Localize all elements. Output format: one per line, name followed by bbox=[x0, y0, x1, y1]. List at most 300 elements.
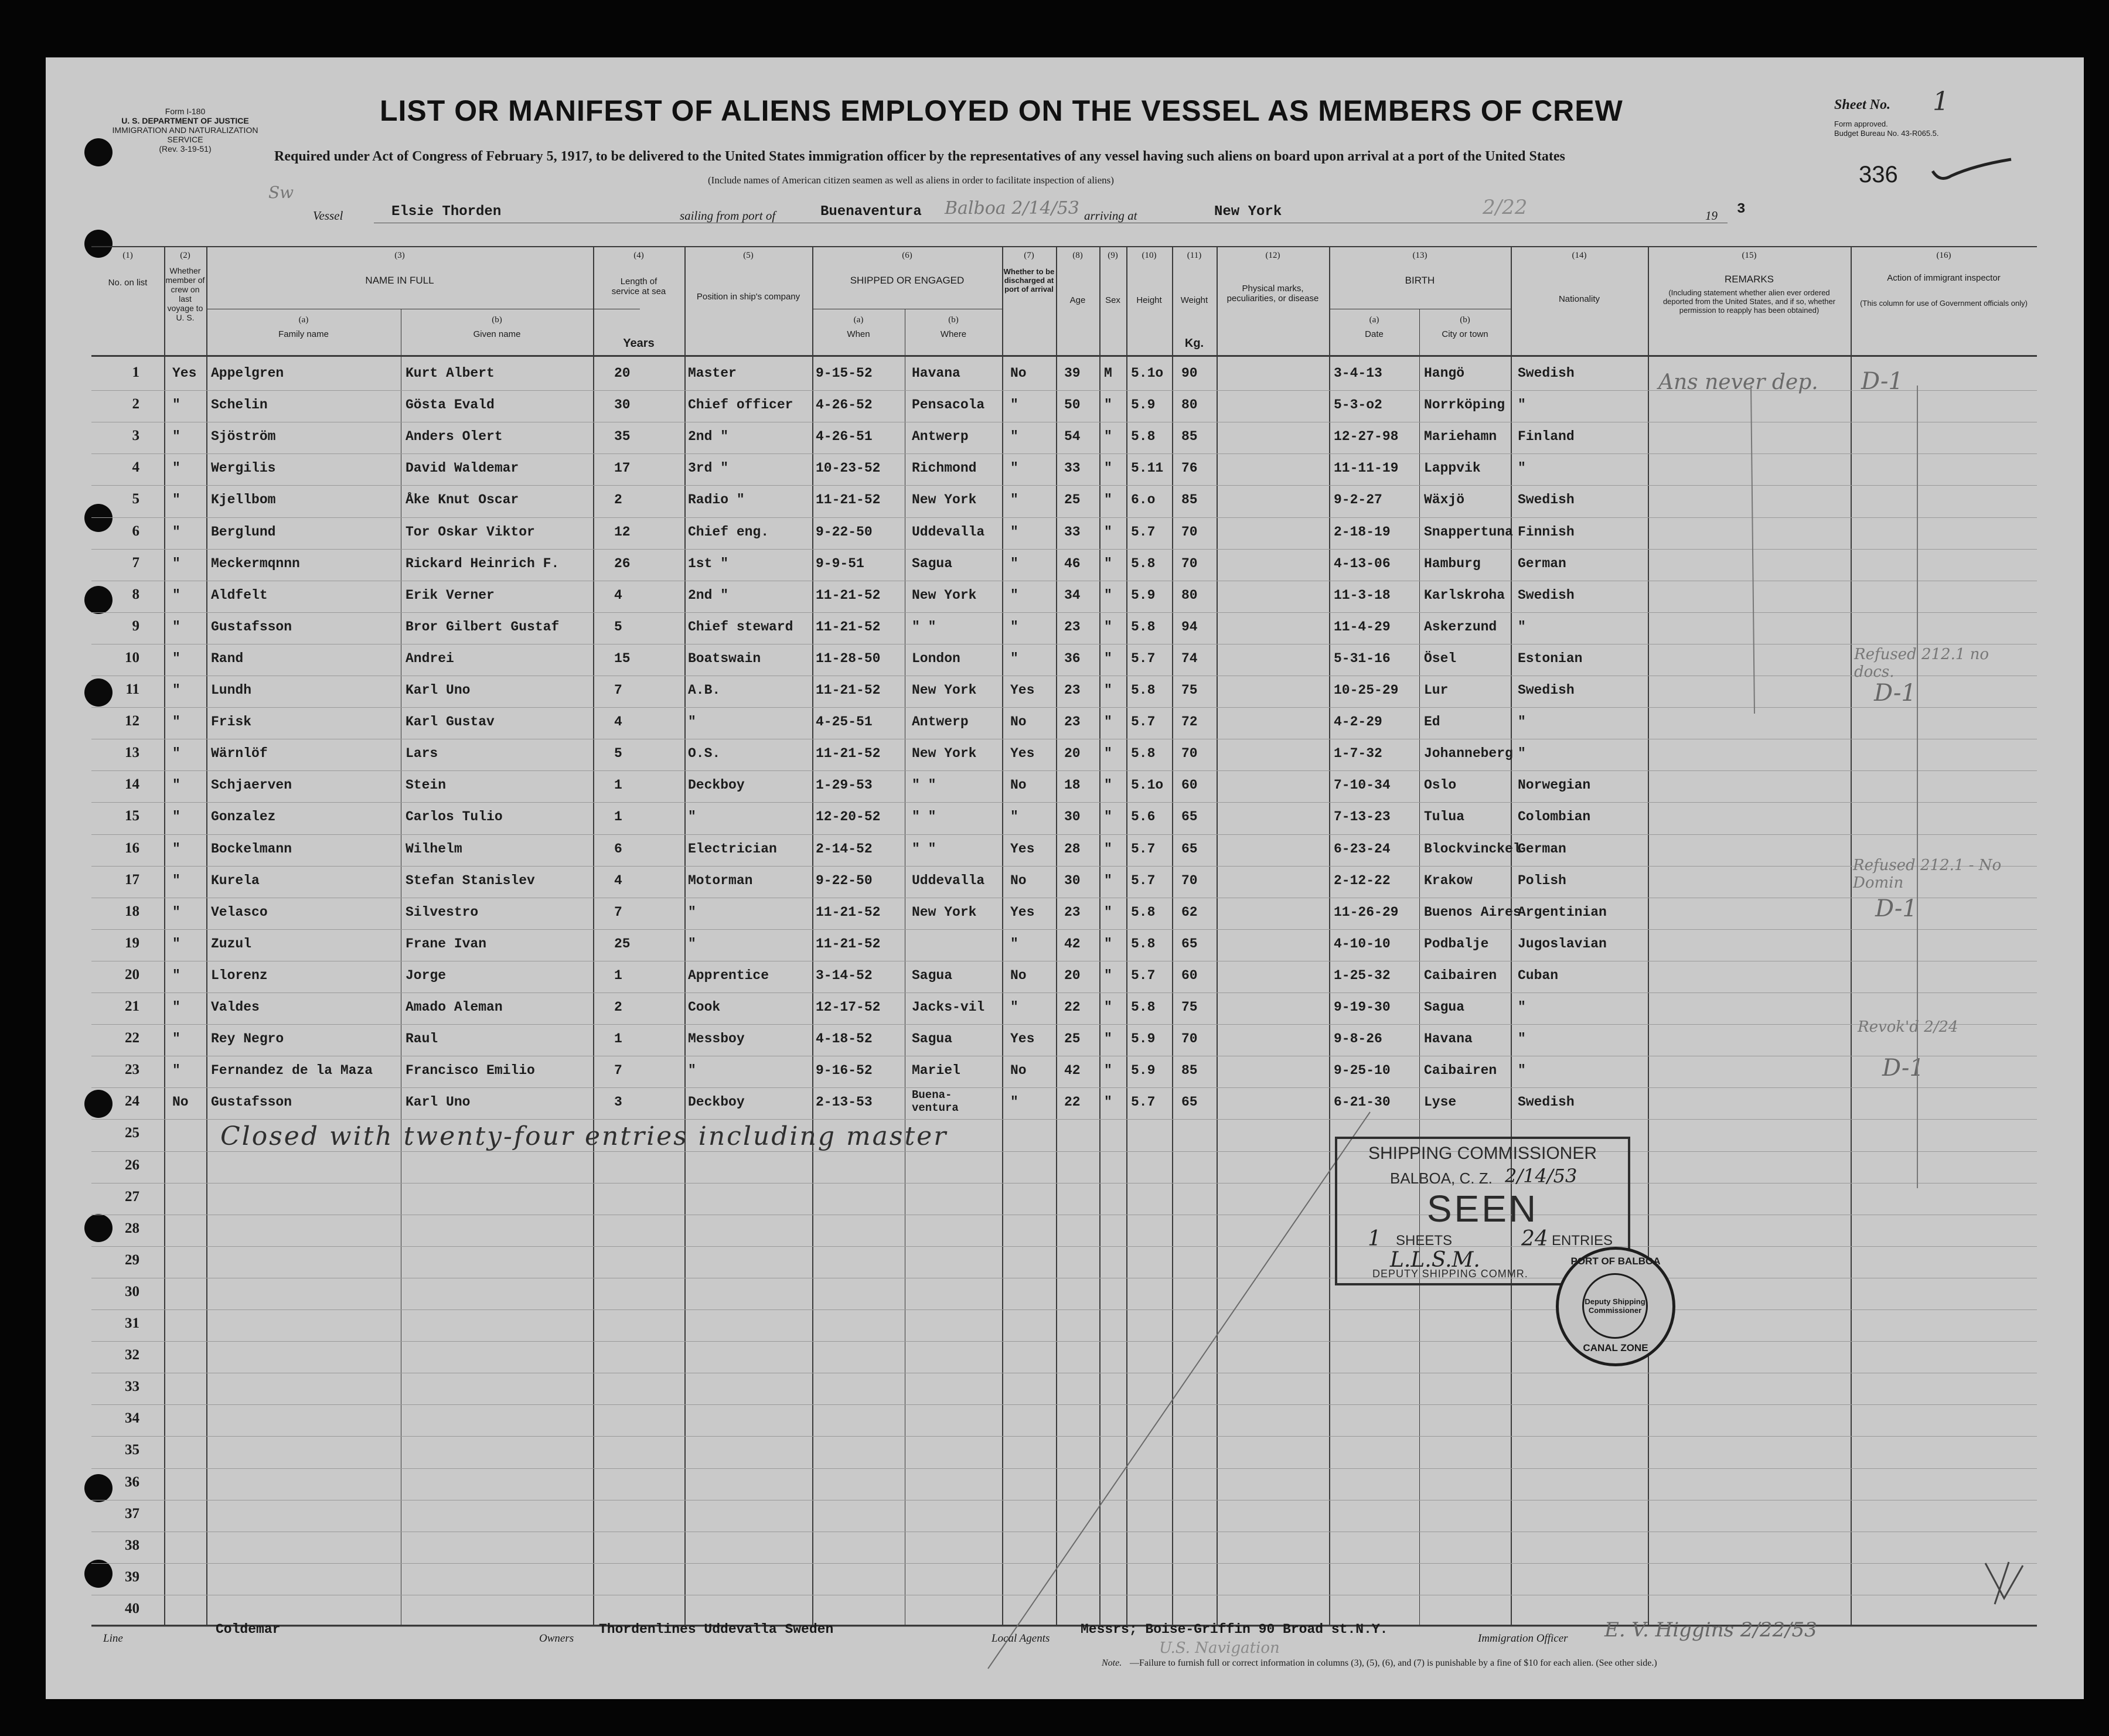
row-number: 34 bbox=[125, 1410, 139, 1427]
row-number: 35 bbox=[125, 1442, 139, 1458]
sheet-number-label: Sheet No. bbox=[1834, 97, 1890, 112]
where-cell: Uddevalla bbox=[912, 872, 985, 888]
where-cell: Havana bbox=[912, 366, 960, 381]
years-cell: 26 bbox=[614, 555, 631, 571]
discharge-cell: " bbox=[1010, 524, 1018, 540]
years-cell: 15 bbox=[614, 650, 631, 666]
discharge-cell: " bbox=[1010, 809, 1018, 825]
family-name-cell: Rand bbox=[211, 650, 244, 666]
given-name-cell: Karl Gustav bbox=[406, 714, 495, 730]
row-number: 9 bbox=[132, 618, 139, 634]
years-cell: 6 bbox=[614, 841, 622, 857]
family-name-cell: Kjellbom bbox=[211, 492, 276, 508]
where-cell: Antwerp bbox=[912, 429, 969, 445]
arriving-label: arriving at bbox=[1084, 209, 1137, 223]
nationality-cell: " bbox=[1518, 461, 1526, 476]
years-cell: 25 bbox=[614, 936, 631, 951]
birth-city-cell: Caibairen bbox=[1424, 967, 1497, 983]
given-name-cell: Tor Oskar Viktor bbox=[406, 524, 535, 540]
when-cell: 11-21-52 bbox=[816, 587, 881, 603]
row-number: 20 bbox=[125, 966, 139, 983]
height-cell: 5.11 bbox=[1131, 461, 1164, 476]
row-number: 28 bbox=[125, 1220, 139, 1236]
weight-cell: 70 bbox=[1181, 746, 1198, 762]
sex-cell: " bbox=[1104, 429, 1112, 445]
service: IMMIGRATION AND NATURALIZATION SERVICE bbox=[112, 125, 258, 144]
col7-number: (7) bbox=[1024, 251, 1034, 260]
prev-cell: No bbox=[172, 1094, 189, 1110]
when-cell: 9-15-52 bbox=[816, 366, 873, 381]
years-cell: 1 bbox=[614, 809, 622, 825]
row-number: 25 bbox=[125, 1125, 139, 1141]
discharge-cell: No bbox=[1010, 366, 1027, 381]
punch-hole bbox=[84, 1214, 113, 1242]
seal-top-text: PORT OF BALBOA bbox=[1570, 1256, 1661, 1267]
position-cell: " bbox=[688, 1063, 696, 1079]
when-cell: 2-14-52 bbox=[816, 841, 873, 857]
height-cell: 5.7 bbox=[1131, 650, 1156, 666]
sex-cell: M bbox=[1104, 366, 1112, 381]
prev-cell: " bbox=[172, 936, 180, 951]
col3b-number: (b) bbox=[492, 315, 502, 325]
sex-cell: " bbox=[1104, 1094, 1112, 1110]
nationality-cell: Colombian bbox=[1518, 809, 1591, 825]
when-cell: 3-14-52 bbox=[816, 967, 873, 983]
discharge-cell: " bbox=[1010, 936, 1018, 951]
where-cell: Pensacola bbox=[912, 397, 985, 413]
height-cell: 5.8 bbox=[1131, 555, 1156, 571]
height-cell: 5.7 bbox=[1131, 1094, 1156, 1110]
where-cell: " " bbox=[912, 777, 936, 793]
birth-date-cell: 9-25-10 bbox=[1334, 1063, 1391, 1079]
col6b-number: (b) bbox=[948, 315, 959, 325]
col6-label: SHIPPED OR ENGAGED bbox=[850, 275, 965, 286]
col6b-label: Where bbox=[940, 329, 967, 339]
weight-cell: 75 bbox=[1181, 683, 1198, 698]
row-number: 15 bbox=[125, 808, 139, 824]
family-name-cell: Zuzul bbox=[211, 936, 252, 951]
vessel-label: Vessel bbox=[313, 209, 343, 223]
when-cell: 11-21-52 bbox=[816, 746, 881, 762]
birth-city-cell: Mariehamn bbox=[1424, 429, 1497, 445]
nationality-cell: Argentinian bbox=[1518, 904, 1607, 920]
punch-hole bbox=[84, 678, 113, 707]
prev-cell: " bbox=[172, 904, 180, 920]
form-number: Form I-180 bbox=[165, 107, 206, 116]
birth-date-cell: 11-4-29 bbox=[1334, 619, 1391, 635]
row-number: 30 bbox=[125, 1283, 139, 1300]
check-scribble-icon bbox=[1974, 1557, 2044, 1610]
family-name-cell: Wärnlöf bbox=[211, 746, 268, 762]
height-cell: 5.7 bbox=[1131, 524, 1156, 540]
weight-cell: 90 bbox=[1181, 366, 1198, 381]
weight-cell: 76 bbox=[1181, 461, 1198, 476]
year-suffix: 3 bbox=[1737, 202, 1746, 217]
given-name-cell: Carlos Tulio bbox=[406, 809, 503, 825]
position-cell: Electrician bbox=[688, 841, 777, 857]
height-cell: 5.9 bbox=[1131, 397, 1156, 413]
stamp-entries-label: ENTRIES bbox=[1552, 1233, 1613, 1249]
sex-cell: " bbox=[1104, 872, 1112, 888]
row-number: 27 bbox=[125, 1188, 139, 1205]
years-cell: 7 bbox=[614, 683, 622, 698]
col13a-label: Date bbox=[1365, 329, 1384, 339]
punch-hole bbox=[84, 586, 113, 614]
form-id bbox=[97, 107, 273, 154]
height-cell: 5.1o bbox=[1131, 366, 1164, 381]
col5-number: (5) bbox=[743, 251, 754, 260]
table-row bbox=[91, 834, 2037, 835]
stamp-location: BALBOA, C. Z. bbox=[1390, 1169, 1493, 1187]
when-cell: 11-21-52 bbox=[816, 683, 881, 698]
prev-cell: " bbox=[172, 461, 180, 476]
family-name-cell: Berglund bbox=[211, 524, 276, 540]
position-cell: O.S. bbox=[688, 746, 721, 762]
age-cell: 33 bbox=[1064, 461, 1081, 476]
sex-cell: " bbox=[1104, 904, 1112, 920]
row-number: 6 bbox=[132, 523, 139, 539]
birth-city-cell: Caibairen bbox=[1424, 1063, 1497, 1079]
birth-date-cell: 6-23-24 bbox=[1334, 841, 1391, 857]
discharge-cell: " bbox=[1010, 492, 1018, 508]
family-name-cell: Bockelmann bbox=[211, 841, 292, 857]
footer-note-label: Note. bbox=[1102, 1658, 1122, 1668]
action-row11: D-1 bbox=[1874, 680, 1916, 707]
given-name-cell: Rickard Heinrich F. bbox=[406, 555, 560, 571]
birth-date-cell: 7-13-23 bbox=[1334, 809, 1391, 825]
col8-label: Age bbox=[1069, 295, 1086, 305]
given-name-cell: Erik Verner bbox=[406, 587, 495, 603]
weight-cell: 75 bbox=[1181, 1000, 1198, 1015]
when-cell: 4-26-52 bbox=[816, 397, 873, 413]
nationality-cell: Norwegian bbox=[1518, 777, 1591, 793]
sex-cell: " bbox=[1104, 650, 1112, 666]
footer-officer-label: Immigration Officer bbox=[1478, 1632, 1568, 1645]
col3a-label: Family name bbox=[278, 329, 329, 339]
table-row bbox=[91, 1024, 2037, 1025]
prev-cell: Yes bbox=[172, 366, 197, 381]
col14-label: Nationality bbox=[1558, 294, 1600, 304]
weight-cell: 80 bbox=[1181, 587, 1198, 603]
when-cell: 9-22-50 bbox=[816, 524, 873, 540]
position-cell: Cook bbox=[688, 1000, 721, 1015]
age-cell: 36 bbox=[1064, 650, 1081, 666]
discharge-cell: No bbox=[1010, 967, 1027, 983]
col6-number: (6) bbox=[902, 251, 912, 260]
position-cell: 3rd " bbox=[688, 461, 729, 476]
discharge-cell: Yes bbox=[1010, 841, 1035, 857]
birth-date-cell: 11-11-19 bbox=[1334, 461, 1399, 476]
height-cell: 5.9 bbox=[1131, 1063, 1156, 1079]
family-name-cell: Gustafsson bbox=[211, 619, 292, 635]
stamp-signature: L.L.S.M. bbox=[1390, 1248, 1480, 1272]
sex-cell: " bbox=[1104, 1000, 1112, 1015]
birth-city-cell: Lappvik bbox=[1424, 461, 1481, 476]
footer-officer-signature: E. V. Higgins 2/22/53 bbox=[1604, 1618, 1817, 1642]
weight-cell: 85 bbox=[1181, 492, 1198, 508]
discharge-cell: " bbox=[1010, 429, 1018, 445]
col5-label: Position in ship's company bbox=[696, 292, 800, 302]
birth-city-cell: Ösel bbox=[1424, 650, 1457, 666]
birth-date-cell: 2-12-22 bbox=[1334, 872, 1391, 888]
margin-note: Sw bbox=[268, 183, 294, 202]
prev-cell: " bbox=[172, 555, 180, 571]
age-cell: 28 bbox=[1064, 841, 1081, 857]
sailing-annotation: Balboa 2/14/53 bbox=[945, 198, 1079, 219]
where-cell: Sagua bbox=[912, 555, 953, 571]
height-cell: 5.8 bbox=[1131, 429, 1156, 445]
footer-agents-label: Local Agents bbox=[992, 1632, 1050, 1645]
years-cell: 4 bbox=[614, 714, 622, 730]
col2-number: (2) bbox=[180, 251, 190, 260]
birth-city-cell: Wäxjö bbox=[1424, 492, 1465, 508]
row-number: 4 bbox=[132, 459, 139, 476]
where-cell: Sagua bbox=[912, 967, 953, 983]
footer-agents-hand: U.S. Navigation bbox=[1159, 1639, 1280, 1657]
given-name-cell: Wilhelm bbox=[406, 841, 462, 857]
sex-cell: " bbox=[1104, 461, 1112, 476]
sex-cell: " bbox=[1104, 619, 1112, 635]
discharge-cell: No bbox=[1010, 1063, 1027, 1079]
prev-cell: " bbox=[172, 1063, 180, 1079]
years-cell: 5 bbox=[614, 746, 622, 762]
height-cell: 6.o bbox=[1131, 492, 1156, 508]
when-cell: 11-21-52 bbox=[816, 936, 881, 951]
nationality-cell: " bbox=[1518, 1063, 1526, 1079]
nationality-cell: Cuban bbox=[1518, 967, 1559, 983]
weight-cell: 70 bbox=[1181, 555, 1198, 571]
col3a-number: (a) bbox=[298, 315, 309, 325]
position-cell: 2nd " bbox=[688, 429, 729, 445]
discharge-cell: " bbox=[1010, 1000, 1018, 1015]
sex-cell: " bbox=[1104, 936, 1112, 951]
form-approval bbox=[1834, 120, 1939, 138]
table-row bbox=[91, 866, 2037, 867]
birth-city-cell: Askerzund bbox=[1424, 619, 1497, 635]
age-cell: 30 bbox=[1064, 809, 1081, 825]
age-cell: 18 bbox=[1064, 777, 1081, 793]
sex-cell: " bbox=[1104, 714, 1112, 730]
table-row bbox=[91, 1087, 2037, 1088]
sex-cell: " bbox=[1104, 555, 1112, 571]
discharge-cell: " bbox=[1010, 1094, 1018, 1110]
age-cell: 42 bbox=[1064, 1063, 1081, 1079]
stamp-sheets-label: SHEETS bbox=[1396, 1233, 1453, 1249]
weight-cell: 60 bbox=[1181, 777, 1198, 793]
prev-cell: " bbox=[172, 650, 180, 666]
family-name-cell: Valdes bbox=[211, 1000, 260, 1015]
row-number: 12 bbox=[125, 713, 139, 729]
years-cell: 7 bbox=[614, 904, 622, 920]
given-name-cell: Bror Gilbert Gustaf bbox=[406, 619, 560, 635]
discharge-cell: " bbox=[1010, 650, 1018, 666]
weight-cell: 70 bbox=[1181, 524, 1198, 540]
position-cell: Deckboy bbox=[688, 1094, 745, 1110]
position-cell: " bbox=[688, 809, 696, 825]
weight-cell: 80 bbox=[1181, 397, 1198, 413]
prev-cell: " bbox=[172, 524, 180, 540]
family-name-cell: Kurela bbox=[211, 872, 260, 888]
sheet-number: 1 bbox=[1933, 87, 1949, 117]
position-cell: " bbox=[688, 714, 696, 730]
sex-cell: " bbox=[1104, 777, 1112, 793]
birth-date-cell: 4-10-10 bbox=[1334, 936, 1391, 951]
when-cell: 2-13-53 bbox=[816, 1094, 873, 1110]
position-cell: " bbox=[688, 904, 696, 920]
row-number: 2 bbox=[132, 396, 139, 412]
family-name-cell: Gustafsson bbox=[211, 1094, 292, 1110]
remark-line-icon bbox=[1745, 386, 1763, 714]
position-cell: Apprentice bbox=[688, 967, 769, 983]
col2-label: Whether member of crew on last voyage to U. S. bbox=[165, 266, 205, 322]
discharge-cell: " bbox=[1010, 619, 1018, 635]
seal-center-text: Deputy Shipping Commissioner bbox=[1585, 1297, 1645, 1315]
birth-city-cell: Johanneberg bbox=[1424, 746, 1513, 762]
col4-label: Length of service at sea bbox=[611, 277, 666, 296]
row-number: 38 bbox=[125, 1537, 139, 1553]
height-cell: 5.8 bbox=[1131, 746, 1156, 762]
stamp-seen: SEEN bbox=[1426, 1188, 1539, 1230]
height-cell: 5.9 bbox=[1131, 1031, 1156, 1047]
years-cell: 2 bbox=[614, 492, 622, 508]
row-number: 8 bbox=[132, 586, 139, 602]
sex-cell: " bbox=[1104, 397, 1112, 413]
check-mark-icon bbox=[1928, 157, 2016, 186]
discharge-cell: Yes bbox=[1010, 746, 1035, 762]
col4-unit: Years bbox=[623, 337, 655, 350]
row-number: 40 bbox=[125, 1600, 139, 1616]
nationality-cell: Swedish bbox=[1518, 366, 1575, 381]
years-cell: 35 bbox=[614, 429, 631, 445]
sailing-label: sailing from port of bbox=[680, 209, 776, 223]
discharge-cell: No bbox=[1010, 714, 1027, 730]
when-cell: 11-21-52 bbox=[816, 619, 881, 635]
row-number: 7 bbox=[132, 554, 139, 571]
prev-cell: " bbox=[172, 397, 180, 413]
row-number: 11 bbox=[125, 681, 139, 697]
sex-cell: " bbox=[1104, 524, 1112, 540]
where-cell: New York bbox=[912, 746, 977, 762]
given-name-cell: Karl Uno bbox=[406, 1094, 471, 1110]
age-cell: 39 bbox=[1064, 366, 1081, 381]
nationality-cell: Swedish bbox=[1518, 492, 1575, 508]
when-cell: 11-28-50 bbox=[816, 650, 881, 666]
height-cell: 5.8 bbox=[1131, 904, 1156, 920]
birth-date-cell: 6-21-30 bbox=[1334, 1094, 1391, 1110]
col6a-label: When bbox=[847, 329, 870, 339]
birth-city-cell: Lur bbox=[1424, 683, 1449, 698]
years-cell: 7 bbox=[614, 1063, 622, 1079]
birth-date-cell: 10-25-29 bbox=[1334, 683, 1399, 698]
birth-date-cell: 9-19-30 bbox=[1334, 1000, 1391, 1015]
birth-city-cell: Norrköping bbox=[1424, 397, 1505, 413]
diagonal-pencil-line-icon bbox=[983, 1106, 1382, 1674]
row-number: 19 bbox=[125, 934, 139, 951]
where-cell: " " bbox=[912, 619, 936, 635]
action-row10: Refused 212.1 no docs. bbox=[1854, 646, 1989, 681]
age-cell: 30 bbox=[1064, 872, 1081, 888]
department: U. S. DEPARTMENT OF JUSTICE bbox=[121, 116, 249, 125]
discharge-cell: No bbox=[1010, 872, 1027, 888]
family-name-cell: Lundh bbox=[211, 683, 252, 698]
family-name-cell: Velasco bbox=[211, 904, 268, 920]
when-cell: 9-16-52 bbox=[816, 1063, 873, 1079]
nationality-cell: Estonian bbox=[1518, 650, 1583, 666]
position-cell: Chief officer bbox=[688, 397, 793, 413]
arriving-at: New York bbox=[1214, 204, 1282, 220]
nationality-cell: " bbox=[1518, 1000, 1526, 1015]
action-line-icon bbox=[1909, 386, 1927, 1188]
family-name-cell: Wergilis bbox=[211, 461, 276, 476]
age-cell: 20 bbox=[1064, 967, 1081, 983]
given-name-cell: Karl Uno bbox=[406, 683, 471, 698]
age-cell: 25 bbox=[1064, 1031, 1081, 1047]
nationality-cell: " bbox=[1518, 714, 1526, 730]
age-cell: 54 bbox=[1064, 429, 1081, 445]
position-cell: Deckboy bbox=[688, 777, 745, 793]
page-number: 336 bbox=[1859, 162, 1898, 187]
weight-cell: 60 bbox=[1181, 967, 1198, 983]
age-cell: 23 bbox=[1064, 683, 1081, 698]
position-cell: Boatswain bbox=[688, 650, 761, 666]
col4-number: (4) bbox=[633, 251, 644, 260]
row-number: 37 bbox=[125, 1505, 139, 1522]
age-cell: 33 bbox=[1064, 524, 1081, 540]
when-cell: 1-29-53 bbox=[816, 777, 873, 793]
row-number: 29 bbox=[125, 1251, 139, 1268]
nationality-cell: " bbox=[1518, 746, 1526, 762]
col3-number: (3) bbox=[394, 251, 405, 260]
page-title: LIST OR MANIFEST OF ALIENS EMPLOYED ON THE VESSEL AS MEMBERS OF CREW bbox=[380, 94, 1623, 127]
family-name-cell: Aldfelt bbox=[211, 587, 268, 603]
row-number: 26 bbox=[125, 1157, 139, 1173]
prev-cell: " bbox=[172, 872, 180, 888]
col8-number: (8) bbox=[1072, 251, 1083, 260]
closing-note: Closed with twenty-four entries including master bbox=[220, 1121, 948, 1151]
footer-line-label: Line bbox=[103, 1632, 123, 1645]
when-cell: 4-18-52 bbox=[816, 1031, 873, 1047]
col7-label: Whether to be discharged at port of arrival bbox=[1003, 267, 1055, 294]
height-cell: 5.7 bbox=[1131, 714, 1156, 730]
where-cell: Buena- bbox=[912, 1089, 952, 1102]
arrival-annotation: 2/22 bbox=[1483, 196, 1528, 219]
position-cell: Chief eng. bbox=[688, 524, 769, 540]
col9-label: Sex bbox=[1105, 295, 1120, 305]
birth-date-cell: 7-10-34 bbox=[1334, 777, 1391, 793]
col11-unit: Kg. bbox=[1184, 337, 1204, 350]
row-number: 31 bbox=[125, 1315, 139, 1331]
age-cell: 50 bbox=[1064, 397, 1081, 413]
row-number: 33 bbox=[125, 1379, 139, 1395]
height-cell: 5.8 bbox=[1131, 936, 1156, 951]
given-name-cell: Andrei bbox=[406, 650, 454, 666]
discharge-cell: " bbox=[1010, 461, 1018, 476]
approved-text: Form approved. bbox=[1834, 120, 1888, 128]
years-cell: 2 bbox=[614, 1000, 622, 1015]
seal-center bbox=[1582, 1273, 1648, 1339]
port-of-balboa-seal bbox=[1556, 1247, 1675, 1366]
position-cell: Radio " bbox=[688, 492, 745, 508]
family-name-cell: Gonzalez bbox=[211, 809, 276, 825]
row-number: 39 bbox=[125, 1568, 139, 1585]
table-top-rule bbox=[91, 246, 2037, 247]
prev-cell: " bbox=[172, 683, 180, 698]
sailing-from: Buenaventura bbox=[820, 204, 922, 220]
weight-cell: 65 bbox=[1181, 936, 1198, 951]
weight-cell: 70 bbox=[1181, 872, 1198, 888]
col13b-number: (b) bbox=[1460, 315, 1470, 325]
birth-date-cell: 11-26-29 bbox=[1334, 904, 1399, 920]
